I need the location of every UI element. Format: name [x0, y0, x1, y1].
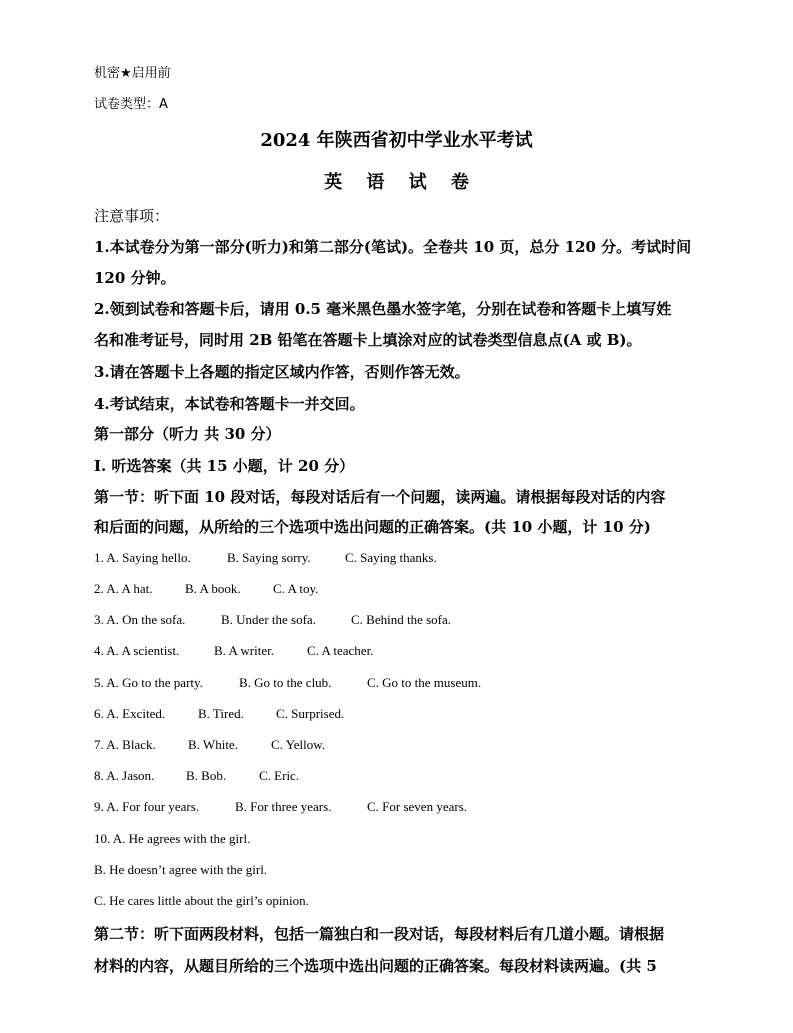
option-b: B. Tired.	[198, 706, 244, 721]
option-a: 3. A. On the sofa.	[94, 612, 186, 627]
option-a: 1. A. Saying hello.	[94, 550, 191, 565]
question-2	[94, 581, 318, 597]
section-2-instruction-line-2: 材料的内容，从题目所给的三个选项中选出问题的正确答案。每段材料读两遍。(共 5	[94, 957, 657, 975]
notes-heading: 注意事项：	[94, 207, 170, 225]
option-a: 8. A. Jason.	[94, 768, 155, 783]
option-b: B. Under the sofa.	[221, 612, 316, 627]
option-a: 5. A. Go to the party.	[94, 675, 203, 690]
section-1-instruction-line-1: 第一节：听下面 10 段对话，每段对话后有一个问题，读两遍。请根据每段对话的内容	[94, 488, 666, 506]
note-2-line-1: 2.领到试卷和答题卡后，请用 0.5 毫米黑色墨水签字笔，分别在试卷和答题卡上填写姓	[94, 300, 672, 318]
question-10-option-c: C. He cares little about the girl’s opinion.	[94, 893, 309, 908]
exam-title: 2024 年陕西省初中学业水平考试	[260, 130, 533, 151]
question-3	[94, 612, 451, 628]
note-3: 3.请在答题卡上各题的指定区域内作答，否则作答无效。	[94, 363, 470, 381]
question-6	[94, 706, 344, 722]
option-a: 2. A. A hat.	[94, 581, 153, 596]
option-b: B. Saying sorry.	[227, 550, 311, 565]
option-c: C. Behind the sofa.	[351, 612, 452, 627]
option-c: C. A teacher.	[307, 643, 374, 658]
option-c: C. For seven years.	[367, 799, 468, 814]
note-4: 4.考试结束，本试卷和答题卡一并交回。	[94, 395, 365, 413]
note-2-line-2: 名和准考证号，同时用 2B 铅笔在答题卡上填涂对应的试卷类型信息点(A 或 B)。	[94, 331, 642, 349]
part1-heading: 第一部分（听力 共 30 分）	[94, 425, 281, 443]
option-b: B. A book.	[185, 581, 241, 596]
option-b: B. White.	[188, 737, 238, 752]
option-b: B. A writer.	[214, 643, 274, 658]
option-c: C. Eric.	[259, 768, 300, 783]
option-a: 9. A. For four years.	[94, 799, 200, 814]
note-1-line-2: 120 分钟。	[94, 269, 176, 287]
option-b: B. For three years.	[235, 799, 332, 814]
option-c: C. Yellow.	[271, 737, 326, 752]
option-c: C. Saying thanks.	[345, 550, 437, 565]
option-b: B. Bob.	[186, 768, 227, 783]
question-4	[94, 643, 373, 659]
question-1	[94, 550, 437, 566]
question-5	[94, 675, 481, 691]
section-1-instruction-line-2: 和后面的问题，从所给的三个选项中选出问题的正确答案。(共 10 小题，计 10 分)	[94, 518, 651, 536]
question-7	[94, 737, 325, 753]
question-10-option-a: 10. A. He agrees with the girl.	[94, 831, 251, 846]
option-a: 4. A. A scientist.	[94, 643, 180, 658]
option-a: 7. A. Black.	[94, 737, 156, 752]
paper-type-label: 试卷类型：A	[94, 97, 168, 112]
note-1-line-1: 1.本试卷分为第一部分(听力)和第二部分(笔试)。全卷共 10 页，总分 120 分。考试时间	[94, 238, 692, 256]
question-10-option-b: B. He doesn’t agree with the girl.	[94, 862, 268, 877]
section-2-instruction-line-1: 第二节：听下面两段材料，包括一篇独白和一段对话，每段材料后有几道小题。请根据	[94, 925, 665, 943]
option-c: C. Go to the museum.	[367, 675, 482, 690]
question-9	[94, 799, 467, 815]
option-c: C. A toy.	[273, 581, 319, 596]
option-a: 6. A. Excited.	[94, 706, 166, 721]
question-8	[94, 768, 299, 784]
option-c: C. Surprised.	[276, 706, 345, 721]
confidential-label: 机密★启用前	[94, 66, 171, 81]
exam-subtitle: 英 语 试 卷	[324, 172, 478, 193]
section-i-heading: I. 听选答案（共 15 小题，计 20 分）	[94, 457, 355, 475]
option-b: B. Go to the club.	[239, 675, 332, 690]
